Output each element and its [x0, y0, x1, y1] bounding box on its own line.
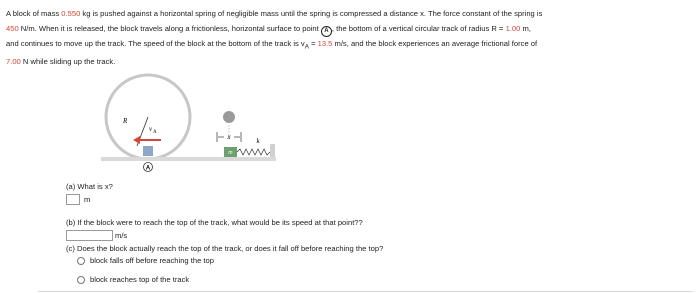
speed-value: 13.5 — [317, 38, 333, 48]
spring-constant-value: 450 — [6, 23, 19, 33]
velocity-label: v — [149, 125, 153, 133]
problem-text: kg is pushed against a horizontal spring of negligible mass until the spring is compressed a distance x. The force constant of the spring is — [80, 9, 543, 18]
problem-text: m/s, and the block experiences an average frictional force of — [332, 38, 538, 48]
velocity-subscript: A — [153, 130, 157, 135]
problem-text: A block of mass — [6, 9, 62, 18]
point-a-icon: A — [321, 26, 332, 37]
mass-value: 0.550 — [61, 9, 81, 18]
radius-value: 1.00 — [505, 23, 521, 33]
wall — [270, 144, 275, 157]
mass-label: m — [228, 150, 233, 156]
radio-reaches-top[interactable] — [77, 276, 85, 284]
radius-label: R — [123, 117, 128, 125]
problem-text: N/m. When it is released, the block travels along a frictionless, horizontal surface to point — [18, 23, 321, 33]
problem-text: , the bottom of a vertical circular track of radius R = — [331, 23, 506, 33]
option-falls-off-label: block falls off before reaching the top — [90, 256, 214, 265]
radio-falls-off[interactable] — [77, 257, 85, 265]
x-label: x — [227, 133, 231, 141]
spring — [237, 149, 270, 155]
subscript-a: A — [304, 43, 309, 51]
problem-text: = — [308, 38, 318, 48]
part-b-unit: m/s — [115, 231, 128, 240]
part-b-answer-input[interactable] — [66, 230, 113, 241]
gray-ball — [223, 111, 235, 123]
velocity-arrow-head — [133, 136, 140, 144]
part-a-unit: m — [84, 195, 91, 204]
divider — [38, 291, 693, 292]
part-b-question: (b) If the block were to reach the top of the track, what would be its speed at that point?? — [66, 218, 363, 227]
point-a-label: A — [145, 165, 151, 172]
option-reaches-top-label: block reaches top of the track — [90, 275, 190, 284]
part-a-question: (a) What is x? — [66, 182, 113, 191]
block-at-a — [143, 146, 153, 156]
ground-surface — [101, 157, 276, 161]
problem-text: N while sliding up the track. — [20, 56, 116, 66]
k-label: k — [256, 137, 260, 145]
problem-text: and continues to move up the track. The speed of the block at the bottom of the track is v — [6, 38, 305, 48]
problem-text: m, — [520, 23, 531, 33]
friction-value: 7.00 — [6, 56, 21, 66]
part-a-answer-input[interactable] — [66, 194, 80, 205]
part-c-question: (c) Does the block actually reach the top of the track, or does it fall off before reaching the top? — [66, 244, 384, 253]
